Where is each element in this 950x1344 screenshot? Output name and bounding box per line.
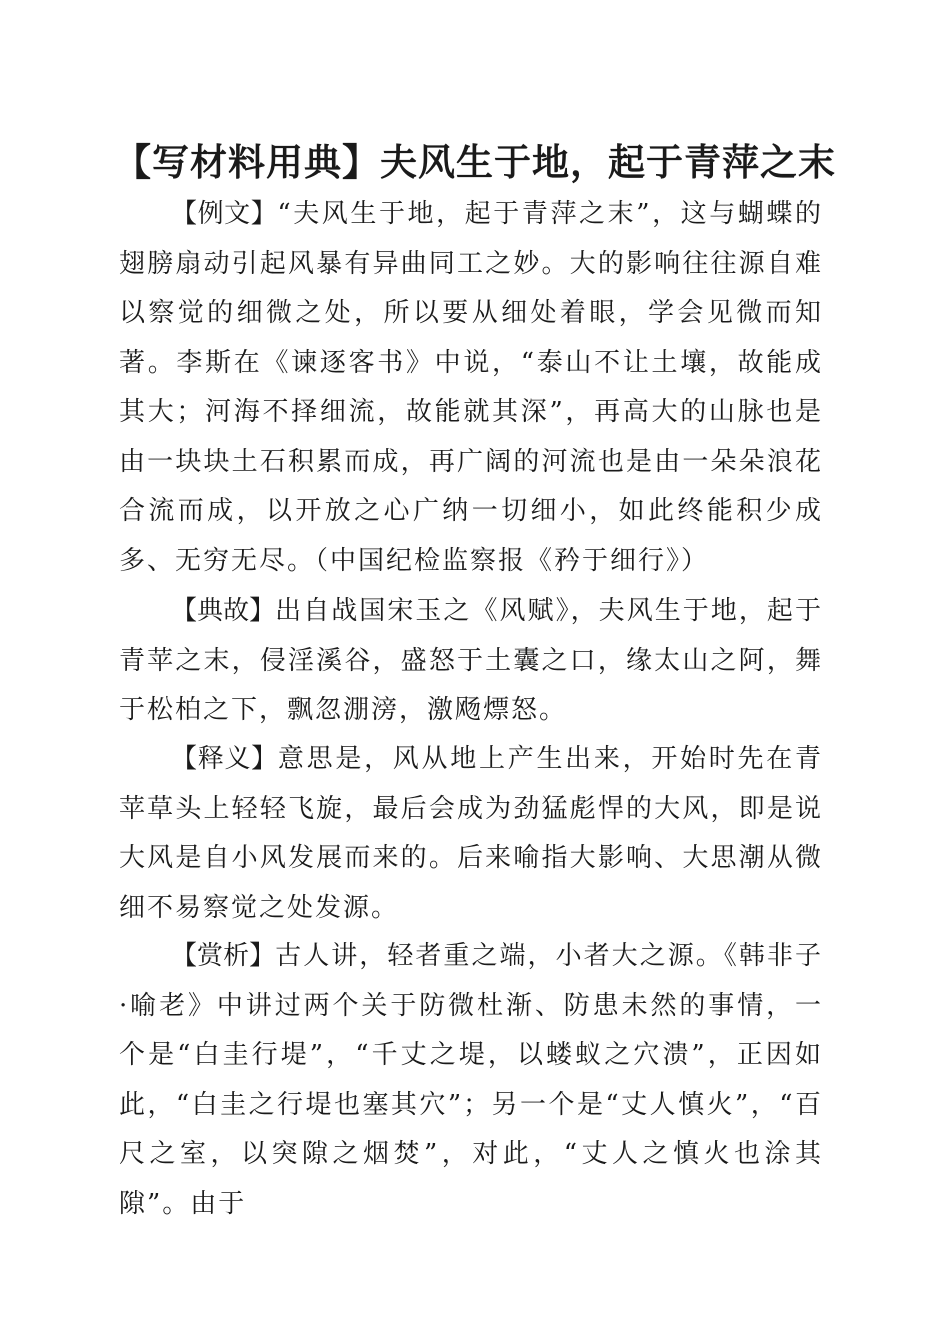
section-tag: 【典故】 [171,596,276,626]
paragraph-example [119,190,823,586]
section-tag: 【释义】 [171,744,278,774]
paragraph-text: 出自战国宋玉之《风赋》，夫风生于地，起于青苹之末，侵淫溪谷，盛怒于土囊之口，缘太山之阿，舞于松柏之下，飘忽淜滂，激飏熛怒。 [119,596,823,725]
section-tag: 【例文】 [171,199,278,229]
paragraph-allusion [119,587,823,736]
section-tag: 【赏析】 [171,941,276,971]
paragraph-text: “夫风生于地，起于青萍之末”，这与蝴蝶的翅膀扇动引起风暴有异曲同工之妙。大的影响往往源自难以察觉的细微之处，所以要从细处着眼，学会见微而知著。李斯在《谏逐客书》中说，“泰山不让土壤，故能成其大；河海不择细流，故能就其深”，再高大的山脉也是由一块块土石积累而成，再广阔的河流也是由一朵朵浪花合流而成，以开放之心广纳一切细小，如此终能积少成多、无穷无尽。（中国纪检监察报《矜于细行》） [119,199,823,576]
page-title: 【写材料用典】夫风生于地，起于青萍之末 [114,140,836,184]
paragraph-appreciation [119,932,823,1229]
paragraph-meaning [119,735,823,933]
paragraph-text: 古人讲，轻者重之端，小者大之源。《韩非子·喻老》中讲过两个关于防微杜渐、防患未然的事情，一个是“白圭行堤”，“千丈之堤，以蝼蚁之穴溃”，正因如此，“白圭之行堤也塞其穴”；另一个是“丈人慎火”，“百尺之室，以突隙之烟焚”，对此，“丈人之慎火也涂其隙”。由于 [119,941,823,1219]
paragraph-text: 意思是，风从地上产生出来，开始时先在青苹草头上轻轻飞旋，最后会成为劲猛彪悍的大风，即是说大风是自小风发展而来的。后来喻指大影响、大思潮从微细不易察觉之处发源。 [119,744,823,923]
